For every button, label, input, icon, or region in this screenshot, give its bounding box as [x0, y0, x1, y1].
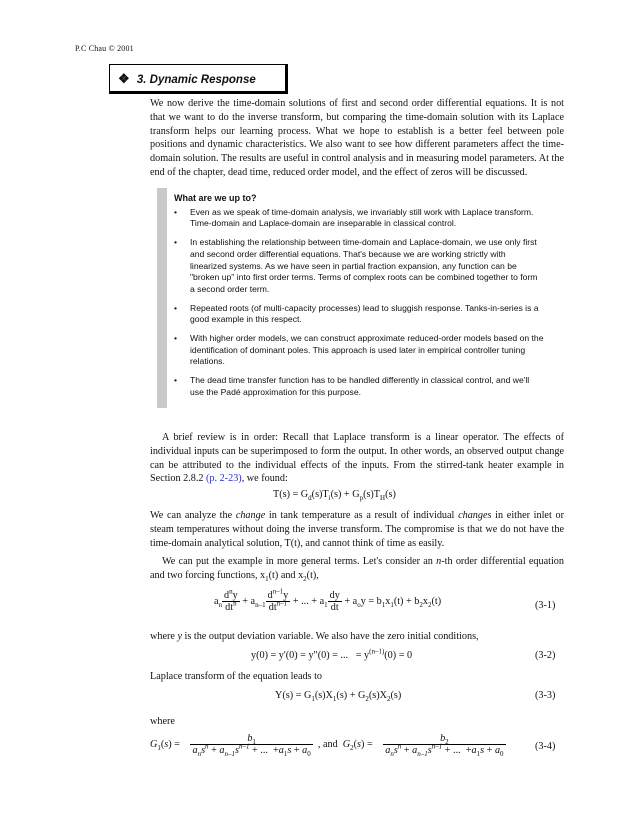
summary-bullet: • The dead time transfer function has to be handled differently in classical control, and we'll use the Padé approximation for this purpose.	[174, 375, 530, 397]
chapter-title-text: Dynamic Response	[149, 74, 256, 86]
where-y-paragraph: where y is the output deviation variable. We also have the zero initial conditions,	[150, 631, 479, 642]
chapter-number: 3.	[136, 74, 147, 86]
equation-T: $T(s) = G_d(s)T_i(s) + G_p(s)T_H(s)$	[273, 489, 396, 503]
where-paragraph: where	[150, 716, 175, 727]
equation-3-1: $a_n$ $\frac{d^ny}{dt^n}$ + $a_{n-1}$ $\frac{d^{n-1}y}{dt^{n-1}}$ + ... + $a_1$ $\frac{dy}{dt}$ + $a_oy = b_1x_1(t) + b_2x_2(t)$	[214, 587, 442, 613]
summary-box	[174, 193, 544, 406]
equation-3-4: $G_1(s)$ = $\frac{b_1}{a_ns^n + a_{n-1}s^{n-1} + ... +a_1s + a_0}$ , and $G_2(s)$ = $\frac{b_2}{a_ns^n + a_{n-1}s^{n-1} + ... +a_1s + a_0}$	[150, 733, 504, 759]
equation-number: (3-1)	[535, 600, 556, 611]
chapter-title	[118, 71, 256, 87]
laplace-paragraph: Laplace transform of the equation leads to	[150, 671, 322, 682]
sidebar-bar	[157, 188, 167, 408]
general-paragraph: We can put the example in more general terms. Let's consider an n-th order differential equation and two forcing functions, $x_1(t)$ and $x_2(t)$,	[150, 556, 564, 583]
equation-number: (3-3)	[535, 690, 556, 701]
diamond-ornament-icon: ❖	[118, 71, 130, 86]
page-link[interactable]: (p. 2-23)	[206, 473, 242, 485]
chapter-heading-box	[109, 64, 288, 94]
review-paragraph: A brief review is in order: Recall that Laplace transform is a linear operator. The effects of individual inputs can be superimposed to form the output. In other words, an observed output change can be attributed to the individual effects of the inputs. From the stirred-tank heater example in Section 2.8.2 (p. 2-23), we found:	[150, 432, 564, 485]
running-header: P.C Chau © 2001	[75, 44, 134, 53]
equation-number: (3-2)	[535, 650, 556, 661]
change-paragraph: We can analyze the change in tank temperature as a result of individual changes in either inlet or steam temperatures without doing the inverse transform. The compromise is that we do not have the time-domain analytical solution, T(t), and cannot think of time as easily.	[150, 510, 564, 549]
equation-3-2: y(0) = y'(0) = y"(0) = ... = $y^{(n-1)}(0) = 0$	[251, 647, 413, 661]
summary-bullet: • Even as we speak of time-domain analysis, we invariably still work with Laplace transform. Time-domain and Laplace-domain are inseparable in classical control.	[174, 206, 534, 229]
summary-bullet: • Repeated roots (of multi-capacity processes) lead to sluggish response. Tanks-in-series is a good example in this respect.	[174, 302, 539, 325]
summary-bullet: • With higher order models, we can construct approximate reduced-order models based on the identification of dominant poles. This approach is used later in empirical controller tuning relations.	[174, 333, 544, 367]
summary-title: What are we up to?	[174, 193, 257, 203]
intro-paragraph: We now derive the time-domain solutions of first and second order differential equations. It is not that we want to do the inverse transform, but comparing the time-domain solution with its Laplace transform helps our learning process. What we hope to establish is a better feel between pole positions and dynamic characteristics. We also want to see how different parameters affect the time-domain solution. The results are useful in control analysis and in measuring model parameters. At the end of the chapter, dead time, reduced order model, and the effect of zeros will be discussed.	[150, 98, 564, 178]
equation-3-3: $Y(s) = G_1(s)X_1(s) + G_2(s)X_2(s)$	[275, 690, 402, 704]
summary-bullet: • In establishing the relationship between time-domain and Laplace-domain, we use only first and second order differential equations. That's because we are working strictly with linearized systems. As we have seen in partial fraction expansion, any function can be "broken up" into first order terms. Terms of complex roots can be combined together to form a second order term.	[174, 237, 538, 294]
equation-number: (3-4)	[535, 741, 556, 752]
